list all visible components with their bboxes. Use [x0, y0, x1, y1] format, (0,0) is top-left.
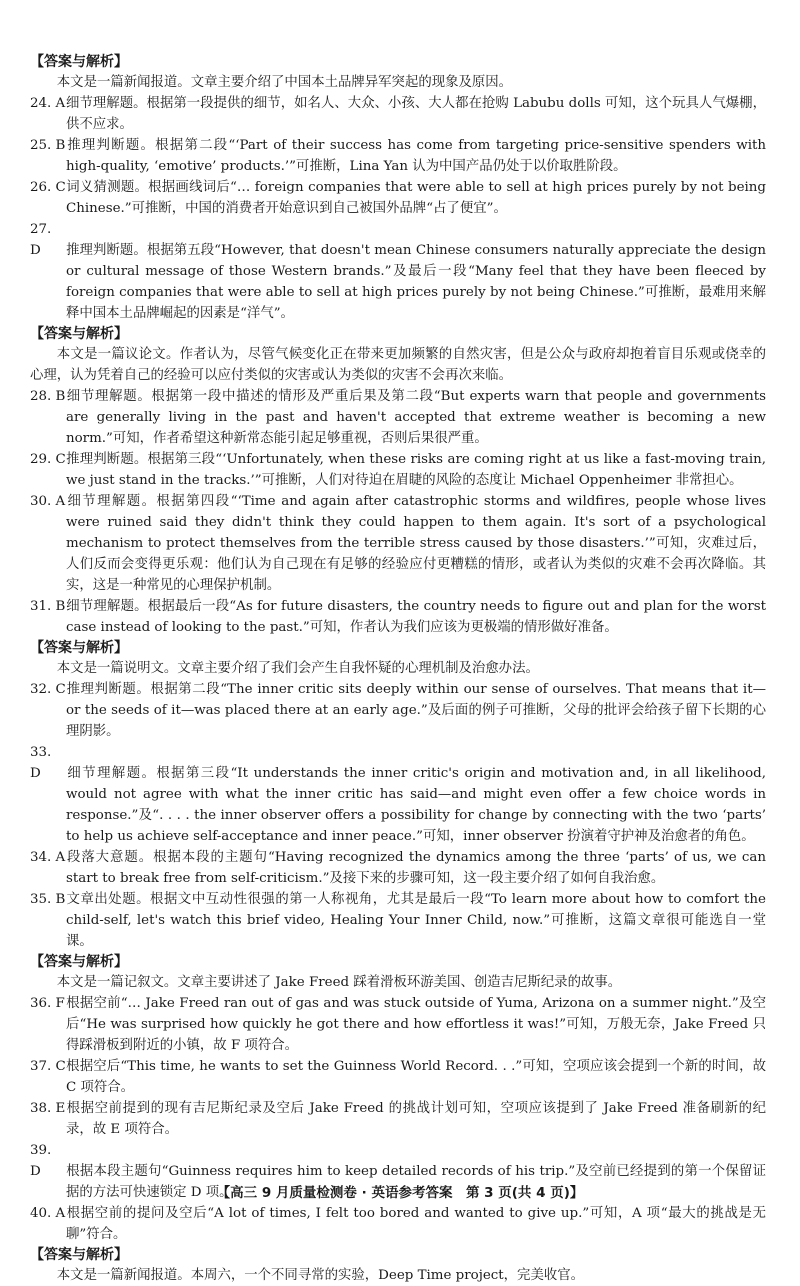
passage-summary: 本文是一篇议论文。作者认为，尽管气候变化正在带来更加频繁的自然灾害，但是公众与政府却抱着盲目乐观或侥幸的心理，认为凭着自己的经验可以应付类似的灾害或认为类似的灾害不会再次来临。 — [30, 347, 766, 383]
question-number: 38. E — [30, 1101, 66, 1116]
question-number: 29. C — [30, 452, 66, 467]
answer-section — [30, 638, 766, 952]
section-heading: 【答案与解析】 — [30, 954, 128, 970]
section-heading: 【答案与解析】 — [30, 1247, 128, 1263]
section-heading: 【答案与解析】 — [30, 640, 128, 656]
explanation-text: 根据空前提到的现有吉尼斯纪录及空后 Jake Freed 的挑战计划可知，空项应该提到了 Jake Freed 准备刷新的纪录，故 E 项符合。 — [66, 1101, 766, 1137]
answer-item — [30, 889, 766, 952]
explanation-text: 细节理解题。根据最后一段“As for future disasters, the country needs to figure out and plan for the worst case instead of looking to the past.”可知，作者认为我们应该为更极端的情形做好准备。 — [66, 599, 766, 635]
explanation-text: 文章出处题。根据文中互动性很强的第一人称视角，尤其是最后一段“To learn more about how to comfort the child-self, let's watch this brief video, Healing Your Inner Child, now.”可推断，这篇文章很可能选自一堂课。 — [66, 892, 766, 949]
explanation-text: 细节理解题。根据第四段“‘Time and again after catastrophic storms and wildfires, people whose lives were ruined said they didn't think they could happen to them again. It's sort of a psychological mechanism to protect themselves from the terrible stress caused by those disasters.’”可知，灾难过后，人们反而会变得更乐观：他们认为自己现在有足够的经验应付更糟糕的情形，或者认为类似的灾难不会再次降临。其实，这是一种常见的心理保护机制。 — [66, 494, 766, 593]
section-heading: 【答案与解析】 — [30, 54, 128, 70]
question-number: 30. A — [30, 494, 66, 509]
question-number: 28. B — [30, 389, 66, 404]
question-number: 33. D — [30, 745, 52, 781]
answer-item — [30, 1056, 766, 1098]
answer-item — [30, 679, 766, 742]
answer-sections — [30, 52, 766, 1286]
question-number: 40. A — [30, 1206, 66, 1221]
question-number: 37. C — [30, 1059, 66, 1074]
answer-item — [30, 135, 766, 177]
answer-item — [30, 847, 766, 889]
answer-section — [30, 52, 766, 324]
explanation-text: 细节理解题。根据第三段“It understands the inner critic's origin and motivation and, in all likelihood, would not agree with what the inner critic has said—and might even offer a few choice words in response.”及“. . . . the inner observer offers a possibility for change by connecting with the two ‘parts’ to help us achieve self-acceptance and inner peace.”可知，inner observer 扮演着守护神及治愈者的角色。 — [66, 766, 766, 844]
explanation-text: 细节理解题。根据第一段提供的细节，如名人、大众、小孩、大人都在抢购 Labubu dolls 可知，这个玩具人气爆棚，供不应求。 — [66, 96, 766, 132]
question-number: 36. F — [30, 996, 65, 1011]
explanation-text: 推理判断题。根据第二段“The inner critic sits deeply within our sense of ourselves. That means that it—or the seeds of it—was placed there at an early age.”及后面的例子可推断，父母的批评会给孩子留下长期的心理阴影。 — [66, 682, 766, 739]
answer-section — [30, 324, 766, 638]
answer-section — [30, 1245, 766, 1286]
answer-section — [30, 952, 766, 1245]
question-number: 24. A — [30, 96, 66, 111]
question-number: 32. C — [30, 682, 66, 697]
explanation-text: 推理判断题。根据第三段“‘Unfortunately, when these risks are coming right at us like a fast-moving train, we just stand in the tracks.’”可推断，人们对待迫在眉睫的风险的态度让 Michael Oppenheimer 非常担心。 — [66, 452, 766, 488]
passage-summary: 本文是一篇新闻报道。本周六，一个不同寻常的实验，Deep Time project，完美收官。 — [56, 1268, 585, 1283]
question-number: 26. C — [30, 180, 66, 195]
passage-summary: 本文是一篇记叙文。文章主要讲述了 Jake Freed 踩着滑板环游美国、创造吉尼斯纪录的故事。 — [56, 975, 622, 990]
section-heading: 【答案与解析】 — [30, 326, 128, 342]
question-number: 39. D — [30, 1143, 52, 1179]
question-number: 35. B — [30, 892, 66, 907]
explanation-text: 根据空前的提问及空后“A lot of times, I felt too bored and wanted to give up.”可知，A 项“最大的挑战是无聊”符合。 — [66, 1206, 766, 1242]
question-number: 25. B — [30, 138, 66, 153]
question-number: 31. B — [30, 599, 66, 614]
explanation-text: 根据本段主题句“Guinness requires him to keep detailed records of his trip.”及空前已经提到的第一个保留证据的方法可快速锁定 D 项。 — [66, 1164, 766, 1200]
explanation-text: 根据空前“… Jake Freed ran out of gas and was stuck outside of Yuma, Arizona on a summer night.”及空后“He was surprised how quickly he got there and how effortless it was!”可知，万般无奈，Jake Freed 只得踩滑板到附近的小镇，故 F 项符合。 — [66, 996, 766, 1053]
answer-item — [30, 491, 766, 596]
answer-item — [30, 386, 766, 449]
explanation-text: 根据空后“This time, he wants to set the Guinness World Record. . .”可知，空项应该会提到一个新的时间，故 C 项符合。 — [66, 1059, 766, 1095]
question-number: 27. D — [30, 222, 52, 258]
answer-item — [30, 742, 766, 847]
answer-item — [30, 993, 766, 1056]
answer-item — [30, 596, 766, 638]
explanation-text: 推理判断题。根据第五段“However, that doesn't mean Chinese consumers naturally appreciate the design or cultural message of those Western brands.”及最后一段“Many feel that they have been fleeced by foreign companies that were able to sell at high prices purely by not being Chinese.”可推断，最难用来解释中国本土品牌崛起的因素是“洋气”。 — [66, 243, 766, 321]
page-footer: 【高三 9 月质量检测卷 · 英语参考答案 第 3 页(共 4 页)】 — [216, 1185, 584, 1201]
passage-summary: 本文是一篇说明文。文章主要介绍了我们会产生自我怀疑的心理机制及治愈办法。 — [56, 661, 539, 676]
explanation-text: 细节理解题。根据第一段中描述的情形及严重后果及第二段“But experts warn that people and governments are generally living in the past and haven't accepted that extreme weather is becoming a new norm.”可知，作者希望这种新常态能引起足够重视，否则后果很严重。 — [66, 389, 766, 446]
explanation-text: 词义猜测题。根据画线词后“… foreign companies that were able to sell at high prices purely by not being Chinese.”可推断，中国的消费者开始意识到自己被国外品牌“占了便宜”。 — [66, 180, 766, 216]
explanation-text: 推理判断题。根据第二段“‘Part of their success has come from targeting price-sensitive spenders with high-quality, ‘emotive’ products.’”可推断，Lina Yan 认为中国产品仍处于以价取胜阶段。 — [66, 138, 766, 174]
passage-summary: 本文是一篇新闻报道。文章主要介绍了中国本土品牌异军突起的现象及原因。 — [56, 75, 513, 90]
question-number: 34. A — [30, 850, 66, 865]
answer-item — [30, 1098, 766, 1140]
answer-item — [30, 449, 766, 491]
answer-item — [30, 1203, 766, 1245]
explanation-text: 段落大意题。根据本段的主题句“Having recognized the dynamics among the three ‘parts’ of us, we can start to break free from self-criticism.”及接下来的步骤可知，这一段主要介绍了如何自我治愈。 — [66, 850, 766, 886]
answer-item — [30, 93, 766, 135]
answer-item — [30, 177, 766, 219]
answer-item — [30, 219, 766, 324]
